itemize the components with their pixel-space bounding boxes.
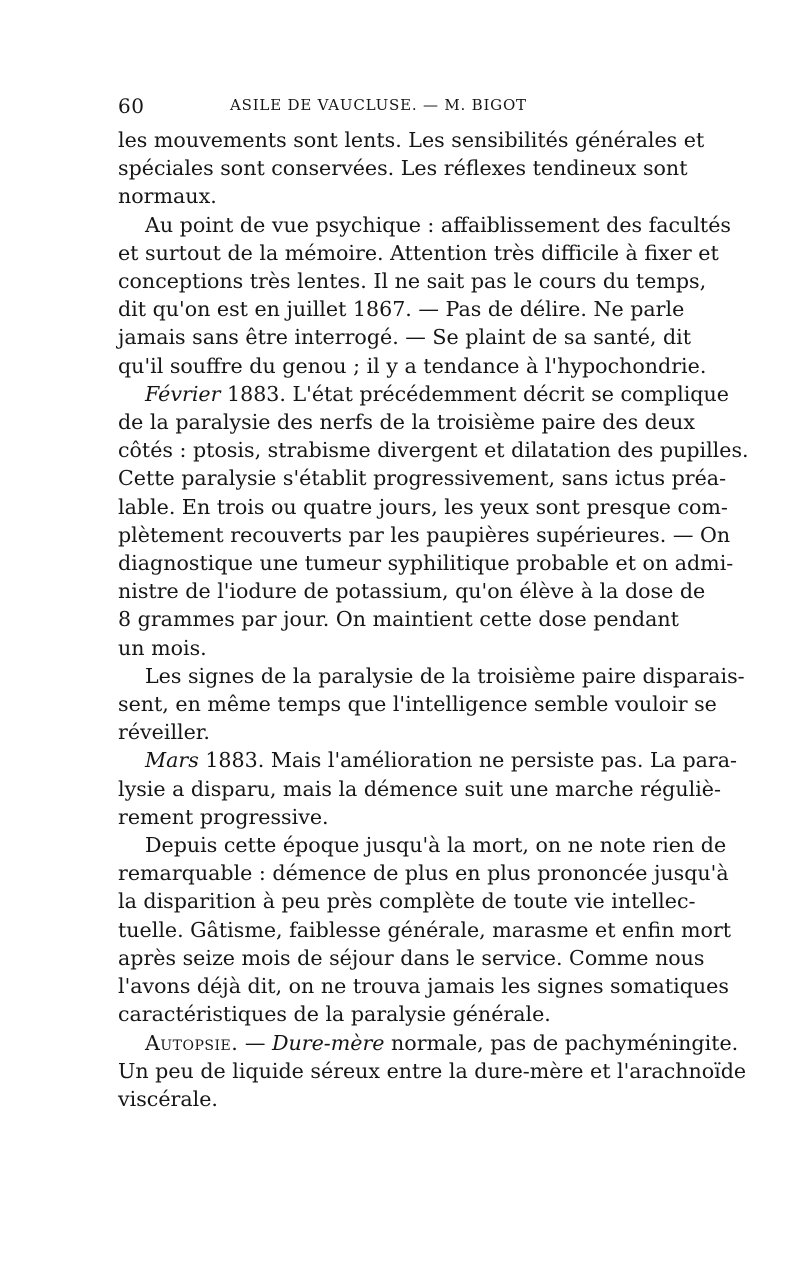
text-line: les mouvements sont lents. Les sensibilités générales et bbox=[118, 128, 705, 152]
text-line: dit qu'on est en juillet 1867. — Pas de délire. Ne parle bbox=[118, 297, 685, 322]
lead-dash: — bbox=[238, 1030, 272, 1055]
text-line: de la paralysie des nerfs de la troisième paire des deux bbox=[118, 410, 695, 435]
text-line: conceptions très lentes. Il ne sait pas le cours du temps, bbox=[118, 269, 707, 294]
text-line: caractéristiques de la paralysie générale. bbox=[118, 1002, 551, 1027]
section-lead: Autopsie. bbox=[145, 1030, 239, 1055]
text-line: Depuis cette époque jusqu'à la mort, on ne note rien de bbox=[145, 833, 727, 858]
text-line: diagnostique une tumeur syphilitique probable et on admi- bbox=[118, 551, 734, 576]
line-text: 1883. Mais l'amélioration ne persiste pas. La para- bbox=[198, 748, 738, 773]
text-line: spéciales sont conservées. Les réflexes tendineux sont bbox=[118, 156, 688, 181]
italic-term: Dure-mère bbox=[271, 1030, 385, 1055]
text-line bbox=[118, 1029, 739, 1057]
line-text: normale, pas de pachyméningite. bbox=[384, 1030, 739, 1055]
text-line: côtés : ptosis, strabisme divergent et dilatation des pupilles. bbox=[118, 438, 749, 463]
text-line: viscérale. bbox=[118, 1086, 218, 1111]
paragraph bbox=[118, 746, 738, 831]
text-line: normaux. bbox=[118, 184, 217, 209]
paragraph bbox=[118, 662, 745, 747]
text-line: Au point de vue psychique : affaiblissement des facultés bbox=[145, 212, 731, 237]
text-line: tuelle. Gâtisme, faiblesse générale, marasme et enfin mort bbox=[118, 917, 732, 942]
text-line: plètement recouverts par les paupières supérieures. — On bbox=[118, 522, 731, 547]
text-line: Un peu de liquide séreux entre la dure-mère et l'arachnoïde bbox=[118, 1058, 747, 1083]
text-line: 8 grammes par jour. On maintient cette dose pendant bbox=[118, 607, 679, 632]
paragraph bbox=[118, 1029, 747, 1114]
text-line: qu'il souffre du genou ; il y a tendance à l'hypochondrie. bbox=[118, 353, 707, 378]
text-line: rement progressive. bbox=[118, 804, 329, 829]
date-lead: Février bbox=[145, 381, 221, 406]
running-title: ASILE DE VAUCLUSE. — M. BIGOT bbox=[230, 96, 527, 114]
text-line bbox=[118, 380, 729, 408]
page-number: 60 bbox=[118, 94, 145, 118]
text-line: Les signes de la paralysie de la troisième paire disparais- bbox=[145, 663, 745, 688]
text-line: la disparition à peu près complète de toute vie intellec- bbox=[118, 889, 696, 914]
date-lead: Mars bbox=[145, 748, 199, 773]
paragraph bbox=[118, 831, 732, 1028]
text-line: jamais sans être interrogé. — Se plaint de sa santé, dit bbox=[118, 325, 692, 350]
text-line: un mois. bbox=[118, 635, 207, 660]
text-line: lable. En trois ou quatre jours, les yeux sont presque com- bbox=[118, 494, 728, 519]
text-line: réveiller. bbox=[118, 720, 210, 745]
paragraph bbox=[118, 126, 705, 211]
text-line: après seize mois de séjour dans le service. Comme nous bbox=[118, 945, 705, 970]
text-line: nistre de l'iodure de potassium, qu'on élève à la dose de bbox=[118, 579, 706, 604]
text-line: et surtout de la mémoire. Attention très difficile à fixer et bbox=[118, 240, 719, 265]
text-line: Cette paralysie s'établit progressivement, sans ictus préa- bbox=[118, 466, 727, 491]
text-line: remarquable : démence de plus en plus prononcée jusqu'à bbox=[118, 861, 729, 886]
text-line bbox=[118, 746, 738, 774]
paragraph bbox=[118, 380, 749, 662]
paragraph bbox=[118, 211, 731, 380]
text-line: sent, en même temps que l'intelligence semble vouloir se bbox=[118, 692, 717, 717]
body-text bbox=[118, 126, 749, 1113]
line-text: 1883. L'état précédemment décrit se complique bbox=[220, 381, 729, 406]
text-line: l'avons déjà dit, on ne trouva jamais les signes somatiques bbox=[118, 974, 729, 999]
text-line: lysie a disparu, mais la démence suit une marche réguliè- bbox=[118, 776, 721, 801]
